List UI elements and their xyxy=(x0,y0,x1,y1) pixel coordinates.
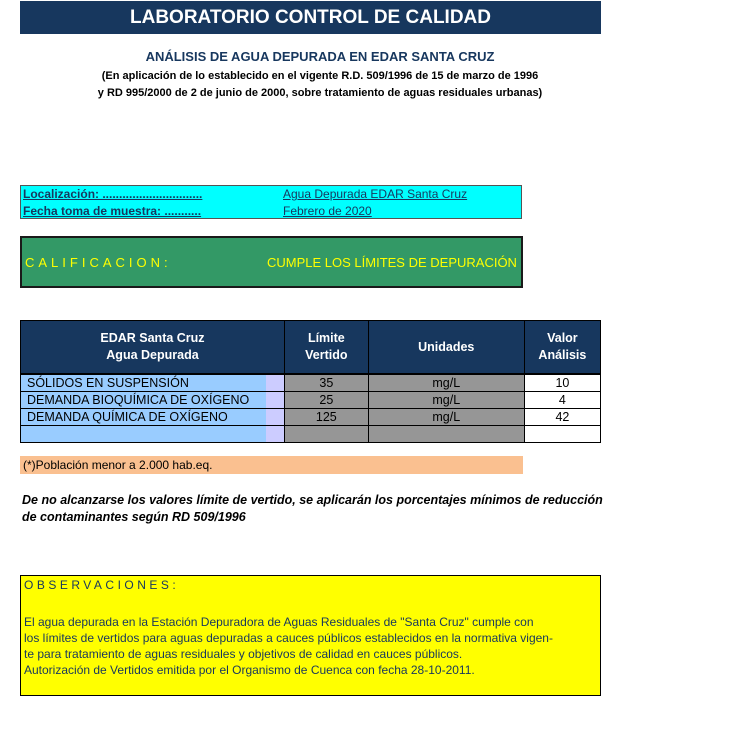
calificacion-label: CALIFICACION: xyxy=(25,255,172,270)
parameter-unit xyxy=(368,426,524,443)
parameter-name: DEMANDA BIOQUÍMICA DE OXÍGENO xyxy=(21,392,285,409)
header-value xyxy=(524,321,600,374)
parameter-unit: mg/L xyxy=(368,409,524,426)
location-value: Agua Depurada EDAR Santa Cruz xyxy=(283,187,468,201)
legal-reference xyxy=(20,68,620,102)
population-note: (*)Población menor a 2.000 hab.eq. xyxy=(20,456,523,474)
table-header-row xyxy=(21,321,601,374)
legal-reference-line1: (En aplicación de lo establecido en el vigente R.D. 509/1996 de 15 de marzo de 1996 xyxy=(101,70,539,82)
report-title: LABORATORIO CONTROL DE CALIDAD xyxy=(20,1,601,34)
header-value-line1: Valor xyxy=(547,331,578,345)
table-row xyxy=(21,426,601,443)
report-subtitle: ANÁLISIS DE AGUA DEPURADA EN EDAR SANTA CRUZ xyxy=(145,49,495,64)
parameter-unit: mg/L xyxy=(368,392,524,409)
observaciones-body xyxy=(24,614,600,678)
calificacion-box xyxy=(20,236,523,288)
observaciones-line: El agua depurada en la Estación Depuradora de Aguas Residuales de "Santa Cruz" cumple con xyxy=(24,615,534,629)
observaciones-line: los límites de vertidos para aguas depuradas a cauces públicos establecidos en la normativa vigen- xyxy=(24,631,553,645)
observaciones-line: Autorización de Vertidos emitida por el Organismo de Cuenca con fecha 28-10-2011. xyxy=(24,663,475,677)
sample-date-value: Febrero de 2020 xyxy=(283,204,372,218)
table-row xyxy=(21,375,601,392)
location-label: Localización: .............................. xyxy=(23,187,203,201)
parameter-name xyxy=(21,426,285,443)
observaciones-title: OBSERVACIONES: xyxy=(24,578,180,592)
legal-reference-line2: y RD 995/2000 de 2 de junio de 2000, sobre tratamiento de aguas residuales urbanas) xyxy=(97,87,543,99)
table-row xyxy=(21,409,601,426)
parameter-name: SÓLIDOS EN SUSPENSIÓN xyxy=(21,375,285,392)
parameter-value xyxy=(524,426,600,443)
analysis-table xyxy=(20,320,601,443)
parameter-limit: 25 xyxy=(284,392,368,409)
parameter-unit: mg/L xyxy=(368,375,524,392)
limit-warning xyxy=(22,492,642,526)
header-limit-line1: Límite xyxy=(307,331,345,345)
parameter-value: 10 xyxy=(524,375,600,392)
parameter-value: 42 xyxy=(524,409,600,426)
calificacion-value: CUMPLE LOS LÍMITES DE DEPURACIÓN xyxy=(267,255,517,270)
limit-warning-line1: De no alcanzarse los valores límite de vertido, se aplicarán los porcentajes mínimos de reducción xyxy=(22,493,603,507)
limit-warning-line2: de contaminantes según RD 509/1996 xyxy=(22,510,246,524)
parameter-limit: 125 xyxy=(284,409,368,426)
observaciones-line: te para tratamiento de aguas residuales y objetivos de calidad en cauces públicos. xyxy=(24,647,463,661)
parameter-name: DEMANDA QUÍMICA DE OXÍGENO xyxy=(21,409,285,426)
parameter-limit xyxy=(284,426,368,443)
header-plant-line1: EDAR Santa Cruz xyxy=(100,331,205,345)
header-limit xyxy=(284,321,368,374)
header-units: Unidades xyxy=(368,321,524,374)
header-value-line2: Análisis xyxy=(538,348,587,362)
header-plant xyxy=(21,321,285,374)
header-limit-line2: Vertido xyxy=(305,348,348,362)
parameter-limit: 35 xyxy=(284,375,368,392)
location-box xyxy=(20,185,522,219)
header-plant-line2: Agua Depurada xyxy=(106,348,199,362)
table-row xyxy=(21,392,601,409)
parameter-value: 4 xyxy=(524,392,600,409)
observaciones-box xyxy=(20,575,601,696)
sample-date-label: Fecha toma de muestra: ........... xyxy=(23,204,202,218)
